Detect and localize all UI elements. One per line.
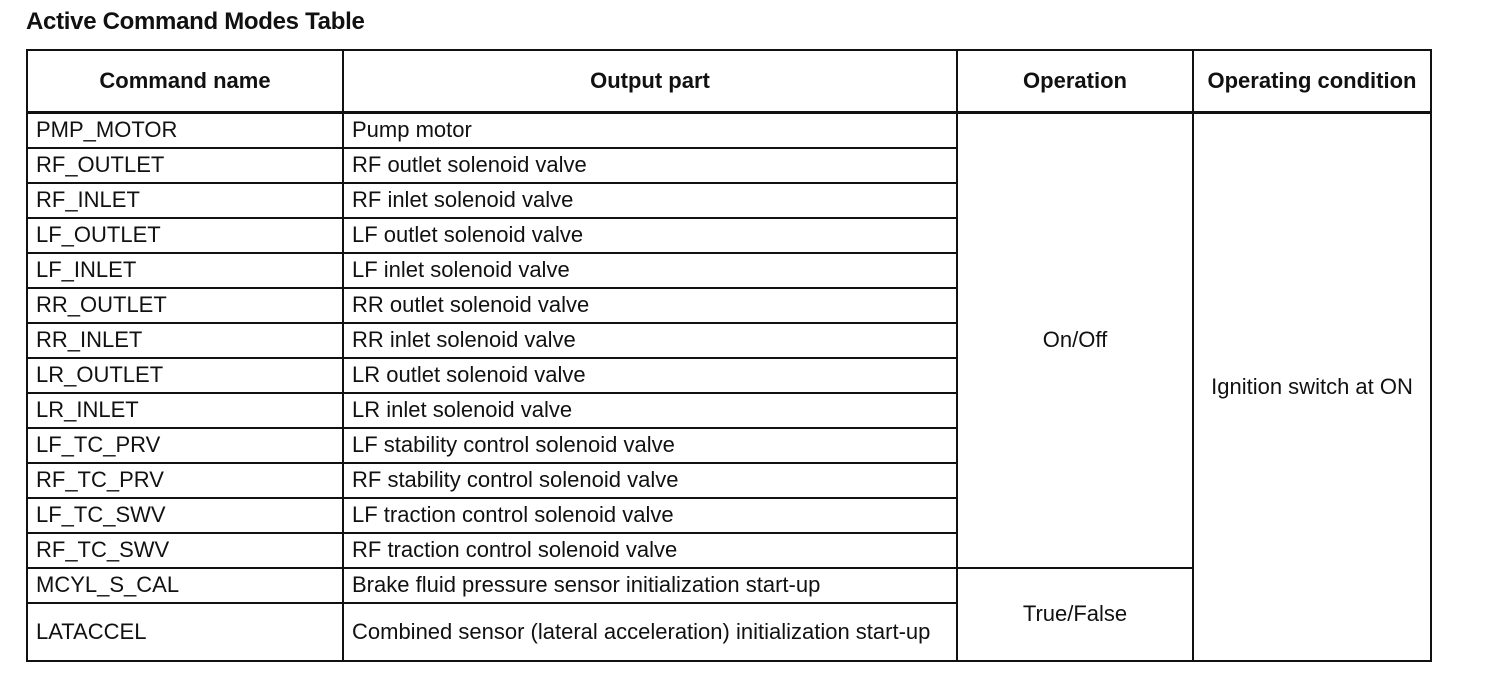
header-command-name: Command name: [27, 50, 343, 113]
command-name-cell: RF_TC_PRV: [27, 463, 343, 498]
output-part-cell: LF stability control solenoid valve: [343, 428, 957, 463]
page-title: Active Command Modes Table: [26, 8, 365, 35]
command-name-cell: MCYL_S_CAL: [27, 568, 343, 603]
output-part-cell: RF outlet solenoid valve: [343, 148, 957, 183]
header-operating-condition: Operating condition: [1193, 50, 1431, 113]
command-name-cell: LATACCEL: [27, 603, 343, 661]
output-part-cell: RR inlet solenoid valve: [343, 323, 957, 358]
command-name-cell: RF_OUTLET: [27, 148, 343, 183]
table-header-row: [27, 50, 1431, 113]
command-name-cell: LF_INLET: [27, 253, 343, 288]
command-name-cell: LF_TC_SWV: [27, 498, 343, 533]
command-name-cell: RR_OUTLET: [27, 288, 343, 323]
output-part-cell: RF inlet solenoid valve: [343, 183, 957, 218]
output-part-cell: LF outlet solenoid valve: [343, 218, 957, 253]
output-part-cell: LF inlet solenoid valve: [343, 253, 957, 288]
output-part-cell: LR inlet solenoid valve: [343, 393, 957, 428]
command-name-cell: LF_TC_PRV: [27, 428, 343, 463]
output-part-cell: Combined sensor (lateral acceleration) initialization start-up: [343, 603, 957, 661]
output-part-cell: RF traction control solenoid valve: [343, 533, 957, 568]
command-name-cell: RF_TC_SWV: [27, 533, 343, 568]
operation-on-off-cell: On/Off: [957, 113, 1193, 568]
output-part-cell: LF traction control solenoid valve: [343, 498, 957, 533]
command-name-cell: LR_INLET: [27, 393, 343, 428]
header-operation: Operation: [957, 50, 1193, 113]
output-part-cell: RF stability control solenoid valve: [343, 463, 957, 498]
output-part-cell: RR outlet solenoid valve: [343, 288, 957, 323]
operation-true-false-cell: True/False: [957, 568, 1193, 661]
output-part-cell: Pump motor: [343, 113, 957, 148]
operating-condition-cell: Ignition switch at ON: [1193, 113, 1431, 661]
command-name-cell: RR_INLET: [27, 323, 343, 358]
active-command-modes-table: [26, 49, 1432, 662]
command-name-cell: PMP_MOTOR: [27, 113, 343, 148]
header-output-part: Output part: [343, 50, 957, 113]
output-part-cell: Brake fluid pressure sensor initialization start-up: [343, 568, 957, 603]
command-name-cell: LR_OUTLET: [27, 358, 343, 393]
output-part-cell: LR outlet solenoid valve: [343, 358, 957, 393]
table-row: [27, 113, 1431, 148]
command-name-cell: LF_OUTLET: [27, 218, 343, 253]
command-name-cell: RF_INLET: [27, 183, 343, 218]
